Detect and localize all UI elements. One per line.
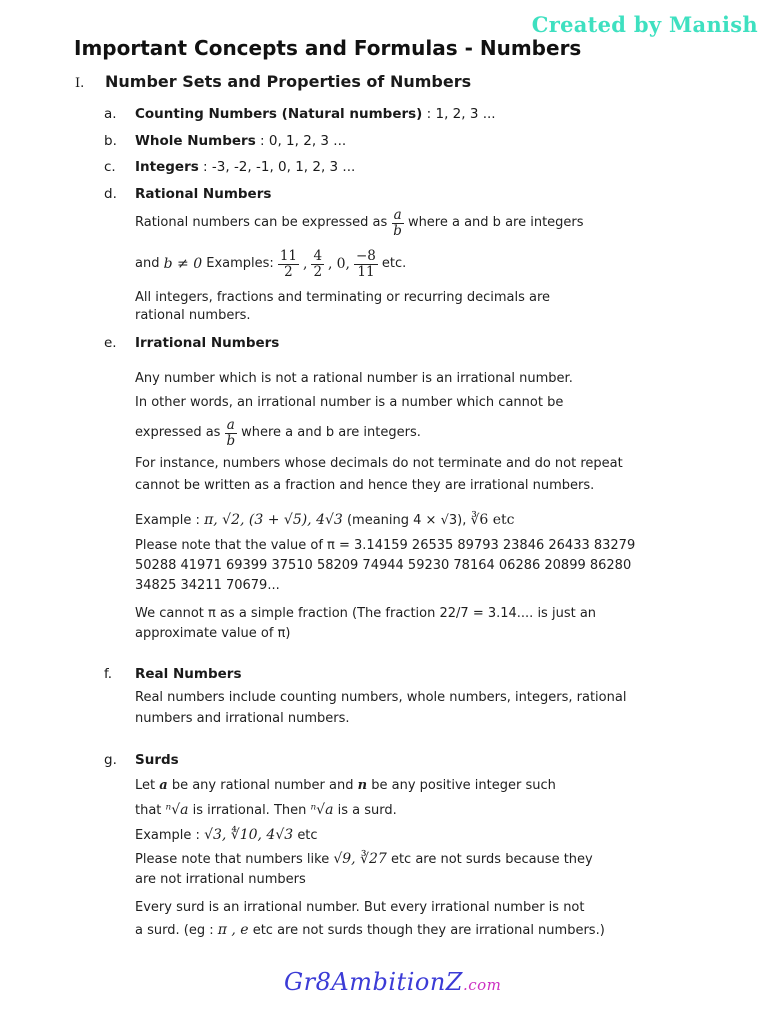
pi-value: 50288 41971 69399 37510 58209 74944 59230 78164 06286 20899 86280 (135, 558, 632, 573)
pi-value: Please note that the value of π = 3.14159 26535 89793 23846 26433 83279 (135, 538, 636, 553)
item-values: : 0, 1, 2, 3 ... (255, 133, 347, 149)
body-text: In other words, an irrational number is a number which cannot be (135, 395, 564, 410)
item-label: g. (104, 752, 117, 768)
item-name: Whole Numbers (135, 133, 256, 149)
surd-examples: Example : √3, ∜10, 4√3 etc (135, 827, 318, 843)
item-irrational-numbers (104, 333, 704, 644)
condition: b ≠ 0 (163, 256, 203, 272)
item-surds (104, 750, 704, 942)
section-number: I. (75, 76, 85, 91)
item-counting-numbers (104, 104, 704, 124)
body-text: For instance, numbers whose decimals do not terminate and do not repeat (135, 456, 623, 471)
section-heading (75, 72, 471, 91)
rational-examples: and b ≠ 0 Examples: $\frac{11}{2}$ , $\frac{4}{2}$ , 0, $\frac{-8}{11}$ etc. (135, 247, 407, 280)
body-text: a surd. (eg : π , e etc are not surds though they are irrational numbers.) (135, 922, 605, 938)
item-whole-numbers (104, 131, 704, 151)
body-text: Any number which is not a rational number is an irrational number. (135, 371, 573, 386)
example-fraction: $\frac{11}{2}$ (279, 247, 297, 280)
body-text: cannot be written as a fraction and hence they are irrational numbers. (135, 478, 595, 493)
body-text: Real numbers include counting numbers, whole numbers, integers, rational (135, 690, 627, 705)
item-name: Integers (135, 159, 199, 175)
body-text: Please note that numbers like √9, ∛27 etc are not surds because they (135, 851, 593, 867)
item-name: Irrational Numbers (135, 335, 280, 351)
item-name: Surds (135, 752, 179, 768)
fraction-a-over-b: $\frac{a}{b}$ (393, 206, 402, 239)
surd-definition: that ⁿ√a is irrational. Then ⁿ√a is a surd. (135, 802, 397, 818)
body-text: All integers, fractions and terminating or recurring decimals are (135, 290, 551, 305)
item-name: Counting Numbers (Natural numbers) (135, 106, 423, 122)
item-real-numbers (104, 664, 704, 729)
item-rational-numbers (104, 184, 704, 325)
body-text: numbers and irrational numbers. (135, 711, 350, 726)
example-fraction: $\frac{-8}{11}$ (356, 247, 376, 280)
watermark: Created by Manish (531, 12, 758, 37)
item-name: Rational Numbers (135, 186, 272, 202)
section-title: Number Sets and Properties of Numbers (105, 72, 472, 91)
page-title: Important Concepts and Formulas - Numbers (74, 36, 582, 60)
item-values: : 1, 2, 3 ... (422, 106, 496, 122)
body-text: We cannot π as a simple fraction (The fraction 22/7 = 3.14.... is just an (135, 606, 597, 621)
body-text: are not irrational numbers (135, 872, 306, 887)
rational-definition: Rational numbers can be expressed as $\frac{a}{b}$ where a and b are integers (135, 206, 584, 239)
item-label: f. (104, 666, 113, 682)
irrational-definition: expressed as $\frac{a}{b}$ where a and b are integers. (135, 416, 421, 449)
item-label: a. (104, 106, 117, 122)
item-name: Real Numbers (135, 666, 242, 682)
item-integers (104, 157, 704, 177)
body-text: approximate value of π) (135, 626, 291, 641)
item-label: e. (104, 335, 117, 351)
irrational-examples: Example : π, √2, (3 + √5), 4√3 (meaning 4 × √3), ∛6 etc (135, 512, 515, 528)
example-fraction: $\frac{4}{2}$ (313, 247, 323, 280)
body-text: rational numbers. (135, 308, 251, 323)
body-text: Every surd is an irrational number. But every irrational number is not (135, 900, 585, 915)
fraction-a-over-b: $\frac{a}{b}$ (226, 416, 236, 449)
logo-domain: .com (462, 976, 502, 994)
logo-text: Gr8AmbitionZ (284, 968, 463, 996)
site-logo (284, 968, 501, 996)
item-label: b. (104, 133, 117, 149)
pi-value: 34825 34211 70679... (135, 578, 280, 593)
item-label: c. (104, 159, 116, 175)
item-values: : -3, -2, -1, 0, 1, 2, 3 ... (198, 159, 356, 175)
item-label: d. (104, 186, 117, 202)
surd-definition: Let a be any rational number and n be any positive integer such (135, 778, 556, 793)
